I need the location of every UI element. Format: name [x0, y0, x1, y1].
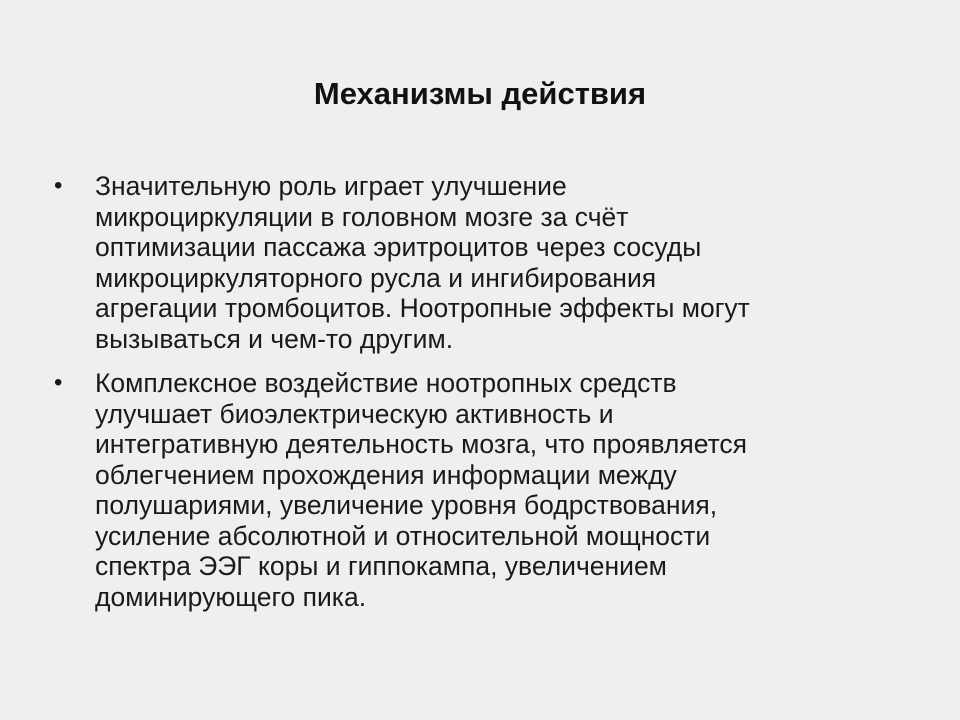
bullet-2-line-7: спектра ЭЭГ коры и гиппокампа, увеличением	[95, 551, 667, 581]
bullet-icon: •	[54, 369, 63, 396]
bullet-2-line-1: Комплексное воздействие ноотропных средств	[95, 368, 677, 398]
bullet-1-line-3: оптимизации пассажа эритроцитов через сосуды	[95, 232, 702, 262]
bullet-2-line-2: улучшает биоэлектрическую активность и	[95, 398, 614, 429]
bullet-item-2	[54, 368, 894, 612]
bullet-2-line-4: облегчением прохождения информации между	[95, 459, 677, 490]
bullet-icon: •	[54, 172, 63, 199]
bullet-1-line-6: вызываться и чем-то другим.	[95, 323, 454, 354]
bullet-1-line-2: микроциркуляции в головном мозге за счёт	[95, 201, 629, 232]
bullet-1-line-4: микроциркуляторного русла и ингибирования	[95, 262, 657, 293]
bullet-item-1	[54, 171, 894, 354]
bullet-1-line-1: Значительную роль играет улучшение	[95, 171, 567, 201]
bullet-1-line-5: агрегации тромбоцитов. Ноотропные эффекты могут	[95, 293, 750, 323]
bullet-2-line-3: интегративную деятельность мозга, что проявляется	[95, 429, 748, 459]
slide-title: Механизмы действия	[313, 76, 647, 111]
bullet-list	[54, 171, 894, 612]
bullet-2-line-8: доминирующего пика.	[95, 581, 367, 612]
bullet-2-line-5: полушариями, увеличение уровня бодрствования,	[95, 490, 718, 520]
bullet-2-line-6: усиление абсолютной и относительной мощности	[95, 520, 711, 551]
